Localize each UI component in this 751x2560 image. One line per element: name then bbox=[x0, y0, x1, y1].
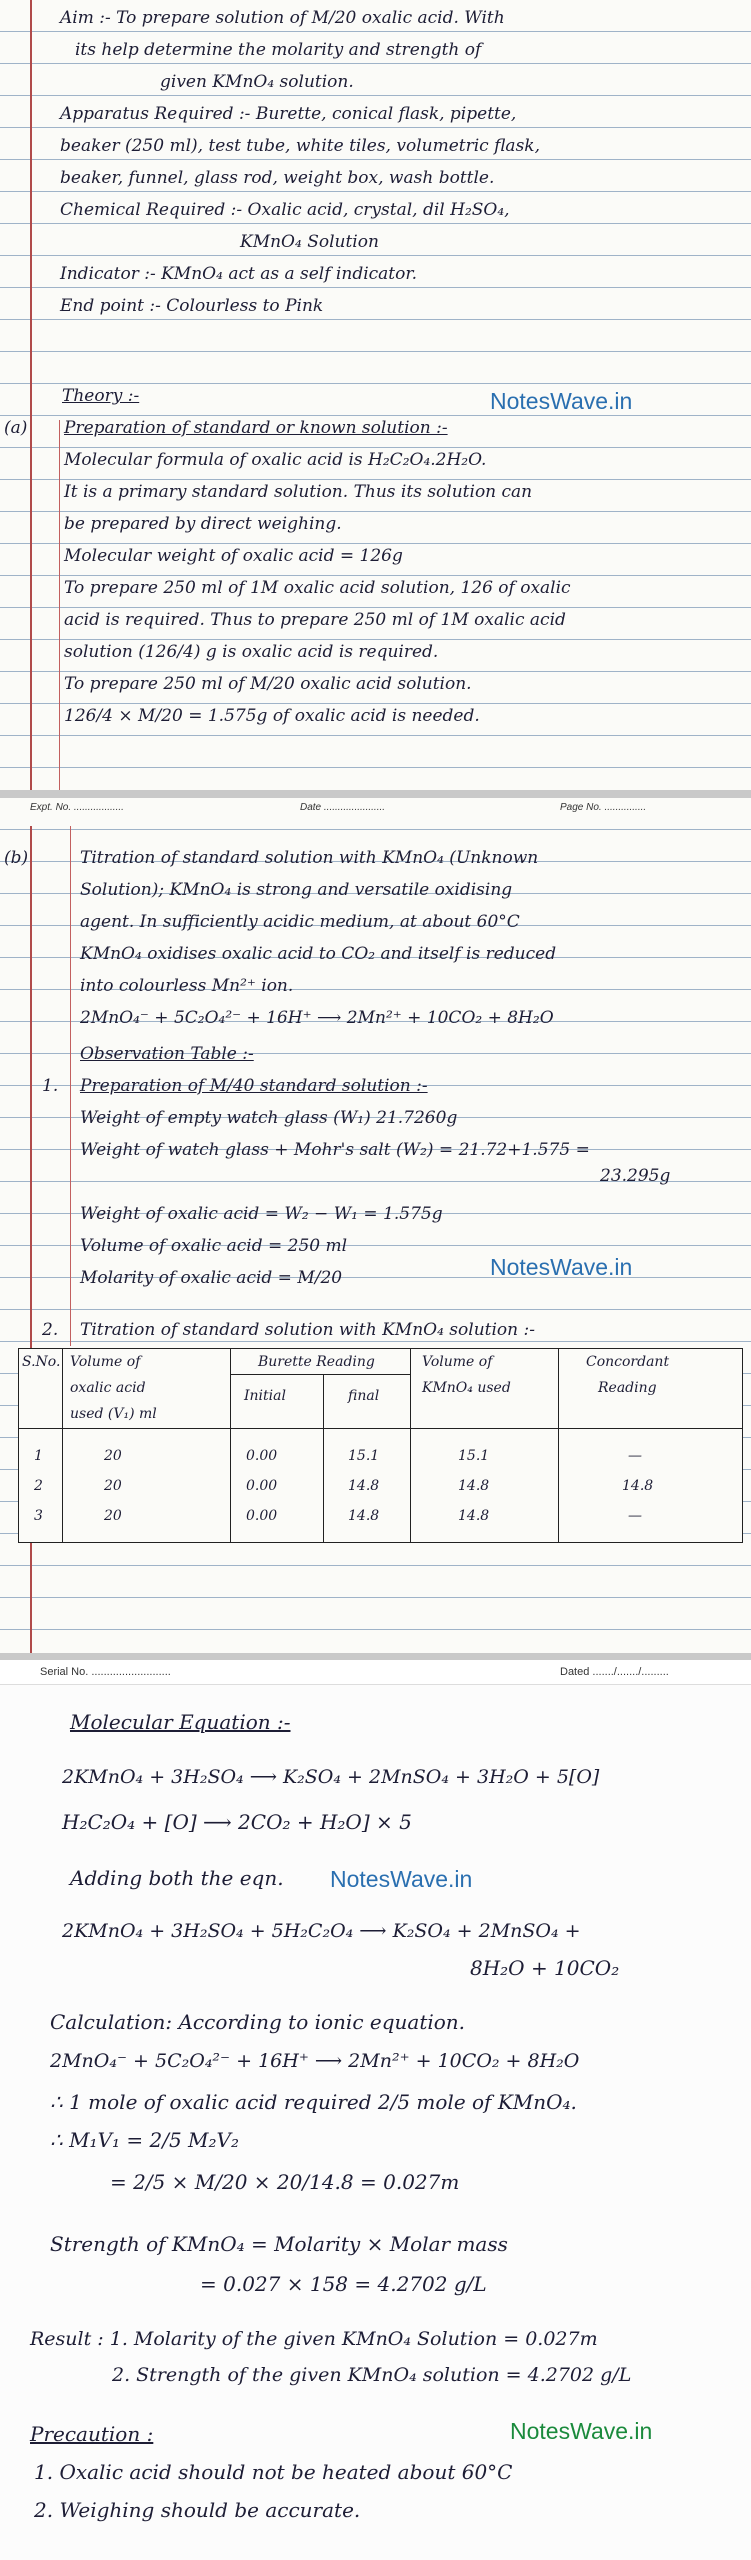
observation-line-6: Volume of oxalic acid = 250 ml bbox=[80, 1236, 348, 1256]
cell-r3-final: 14.8 bbox=[348, 1508, 380, 1524]
cell-r1-volume: 20 bbox=[104, 1448, 122, 1464]
observation-line-5: Weight of oxalic acid = W₂ − W₁ = 1.575g bbox=[80, 1204, 443, 1224]
cell-r3-kmno4: 14.8 bbox=[458, 1508, 490, 1524]
col-header-volume-3: used (V₁) ml bbox=[70, 1406, 157, 1422]
cell-r2-initial: 0.00 bbox=[246, 1478, 278, 1494]
aim-line-2: its help determine the molarity and strength of bbox=[75, 40, 482, 60]
cell-r2-final: 14.8 bbox=[348, 1478, 380, 1494]
cell-r2-volume: 20 bbox=[104, 1478, 122, 1494]
cell-r3-sno: 3 bbox=[34, 1508, 43, 1524]
combined-eq-1: 2KMnO₄ + 3H₂SO₄ + 5H₂C₂O₄ ⟶ K₂SO₄ + 2MnSO₄ + bbox=[62, 1920, 581, 1942]
chemical-line-1: Chemical Required :- Oxalic acid, crystal, dil H₂SO₄, bbox=[60, 200, 510, 220]
theory-line-3: It is a primary standard solution. Thus its solution can bbox=[64, 482, 533, 502]
observation-line-2: Weight of empty watch glass (W₁) 21.7260g bbox=[80, 1108, 458, 1128]
cell-r2-sno: 2 bbox=[34, 1478, 43, 1494]
cell-r3-concordant: — bbox=[628, 1508, 642, 1524]
cell-r2-kmno4: 14.8 bbox=[458, 1478, 490, 1494]
titration-line-1: Titration of standard solution with KMnO₄ (Unknown bbox=[80, 848, 539, 868]
inner-margin-line bbox=[70, 826, 71, 1346]
aim-line-1: Aim :- To prepare solution of M/20 oxalic acid. With bbox=[60, 8, 505, 28]
titration-table bbox=[18, 1348, 743, 1543]
cell-r3-initial: 0.00 bbox=[246, 1508, 278, 1524]
theory-line-10: 126/4 × M/20 = 1.575g of oxalic acid is needed. bbox=[64, 706, 480, 726]
result-line-2: 2. Strength of the given KMnO₄ solution = 4.2702 g/L bbox=[112, 2364, 632, 2386]
theory-line-2: Molecular formula of oxalic acid is H₂C₂O₄.2H₂O. bbox=[64, 450, 487, 470]
cell-r1-concordant: — bbox=[628, 1448, 642, 1464]
theory-line-1: Preparation of standard or known solution :- bbox=[64, 418, 448, 438]
cell-r1-sno: 1 bbox=[34, 1448, 43, 1464]
apparatus-line-1: Apparatus Required :- Burette, conical flask, pipette, bbox=[60, 104, 517, 124]
aim-line-3: given KMnO₄ solution. bbox=[160, 72, 354, 92]
mole-ratio-line: ∴ 1 mole of oxalic acid required 2/5 mole of KMnO₄. bbox=[50, 2090, 577, 2114]
precaution-1: 1. Oxalic acid should not be heated about 60°C bbox=[34, 2460, 513, 2484]
notebook-page-2 bbox=[0, 798, 751, 1653]
ionic-eq: 2MnO₄⁻ + 5C₂O₄²⁻ + 16H⁺ ⟶ 2Mn²⁺ + 10CO₂ + 8H₂O bbox=[50, 2050, 580, 2072]
section-label-a: (a) bbox=[4, 418, 28, 438]
m1v1-line: ∴ M₁V₁ = 2/5 M₂V₂ bbox=[50, 2128, 240, 2152]
end-point-line: End point :- Colourless to Pink bbox=[60, 296, 324, 316]
theory-line-7: acid is required. Thus to prepare 250 ml of 1M oxalic acid bbox=[64, 610, 566, 630]
watermark: NotesWave.in bbox=[490, 1254, 633, 1280]
watermark: NotesWave.in bbox=[490, 388, 633, 414]
strength-formula: Strength of KMnO₄ = Molarity × Molar mass bbox=[50, 2232, 508, 2256]
section-label-b: (b) bbox=[4, 848, 29, 868]
col-header-kmno4-2: KMnO₄ used bbox=[422, 1380, 511, 1396]
ionic-equation: 2MnO₄⁻ + 5C₂O₄²⁻ + 16H⁺ ⟶ 2Mn²⁺ + 10CO₂ + 8H₂O bbox=[80, 1008, 554, 1028]
observation-line-3: Weight of watch glass + Mohr's salt (W₂) = 21.72+1.575 = bbox=[80, 1140, 590, 1160]
observation-line-1: Preparation of M/40 standard solution :- bbox=[80, 1076, 428, 1096]
expt-no-field: Expt. No. .................. bbox=[30, 802, 124, 813]
titration-line-5: into colourless Mn²⁺ ion. bbox=[80, 976, 294, 996]
col-header-volume-1: Volume of bbox=[70, 1354, 141, 1370]
adding-eqn-label: Adding both the eqn. bbox=[70, 1866, 284, 1890]
cell-r3-volume: 20 bbox=[104, 1508, 122, 1524]
col-header-final: final bbox=[348, 1388, 380, 1404]
step-number-1: 1. bbox=[42, 1076, 59, 1096]
cell-r2-concordant: 14.8 bbox=[622, 1478, 654, 1494]
watermark: NotesWave.in bbox=[330, 1866, 473, 1892]
titration-line-3: agent. In sufficiently acidic medium, at about 60°C bbox=[80, 912, 520, 932]
calculation-heading: Calculation: According to ionic equation. bbox=[50, 2010, 466, 2034]
step-number-2: 2. bbox=[42, 1320, 59, 1340]
col-header-initial: Initial bbox=[244, 1388, 286, 1404]
apparatus-line-3: beaker, funnel, glass rod, weight box, wash bottle. bbox=[60, 168, 495, 188]
cell-r1-final: 15.1 bbox=[348, 1448, 380, 1464]
col-header-sno: S.No. bbox=[22, 1354, 61, 1370]
notebook-page-1 bbox=[0, 0, 751, 790]
margin-line bbox=[30, 0, 32, 790]
theory-line-6: To prepare 250 ml of 1M oxalic acid solution, 126 of oxalic bbox=[64, 578, 571, 598]
combined-eq-2: 8H₂O + 10CO₂ bbox=[470, 1956, 620, 1980]
page-no-field: Page No. ............... bbox=[560, 802, 647, 813]
strength-calc: = 0.027 × 158 = 4.2702 g/L bbox=[200, 2272, 487, 2296]
precaution-heading: Precaution : bbox=[30, 2422, 154, 2446]
titration-line-4: KMnO₄ oxidises oxalic acid to CO₂ and itself is reduced bbox=[80, 944, 557, 964]
chemical-line-2: KMnO₄ Solution bbox=[240, 232, 379, 252]
observation-line-4: 23.295g bbox=[600, 1166, 671, 1186]
titration-table-heading: Titration of standard solution with KMnO₄ solution :- bbox=[80, 1320, 535, 1340]
date-field: Date ...................... bbox=[300, 802, 386, 813]
dated-field: Dated ......./......./......... bbox=[560, 1666, 669, 1678]
col-header-volume-2: oxalic acid bbox=[70, 1380, 146, 1396]
watermark: NotesWave.in bbox=[510, 2418, 653, 2444]
theory-line-5: Molecular weight of oxalic acid = 126g bbox=[64, 546, 403, 566]
result-line-1: Result : 1. Molarity of the given KMnO₄ Solution = 0.027m bbox=[30, 2328, 598, 2350]
titration-line-2: Solution); KMnO₄ is strong and versatile oxidising bbox=[80, 880, 513, 900]
inner-margin-line bbox=[59, 420, 60, 790]
molecular-eq-1: 2KMnO₄ + 3H₂SO₄ ⟶ K₂SO₄ + 2MnSO₄ + 3H₂O + 5[O] bbox=[62, 1766, 600, 1788]
col-header-concordant-1: Concordant bbox=[586, 1354, 670, 1370]
col-header-kmno4-1: Volume of bbox=[422, 1354, 493, 1370]
serial-no-field: Serial No. .......................... bbox=[40, 1666, 171, 1678]
notebook-page-3 bbox=[0, 1660, 751, 2560]
cell-r1-initial: 0.00 bbox=[246, 1448, 278, 1464]
molecular-eq-2: H₂C₂O₄ + [O] ⟶ 2CO₂ + H₂O] × 5 bbox=[62, 1810, 412, 1834]
observation-line-7: Molarity of oxalic acid = M/20 bbox=[80, 1268, 343, 1288]
indicator-line: Indicator :- KMnO₄ act as a self indicator. bbox=[60, 264, 418, 284]
serial-header bbox=[0, 1660, 751, 1685]
cell-r1-kmno4: 15.1 bbox=[458, 1448, 490, 1464]
theory-heading: Theory :- bbox=[62, 386, 140, 406]
molecular-equation-heading: Molecular Equation :- bbox=[70, 1710, 291, 1734]
theory-line-8: solution (126/4) g is oxalic acid is required. bbox=[64, 642, 439, 662]
theory-line-9: To prepare 250 ml of M/20 oxalic acid solution. bbox=[64, 674, 472, 694]
observation-table-heading: Observation Table :- bbox=[80, 1044, 254, 1064]
col-header-concordant-2: Reading bbox=[598, 1380, 657, 1396]
precaution-2: 2. Weighing should be accurate. bbox=[34, 2498, 361, 2522]
apparatus-line-2: beaker (250 ml), test tube, white tiles, volumetric flask, bbox=[60, 136, 540, 156]
molarity-calc: = 2/5 × M/20 × 20/14.8 = 0.027m bbox=[110, 2170, 460, 2194]
col-header-burette: Burette Reading bbox=[258, 1354, 375, 1370]
theory-line-4: be prepared by direct weighing. bbox=[64, 514, 342, 534]
